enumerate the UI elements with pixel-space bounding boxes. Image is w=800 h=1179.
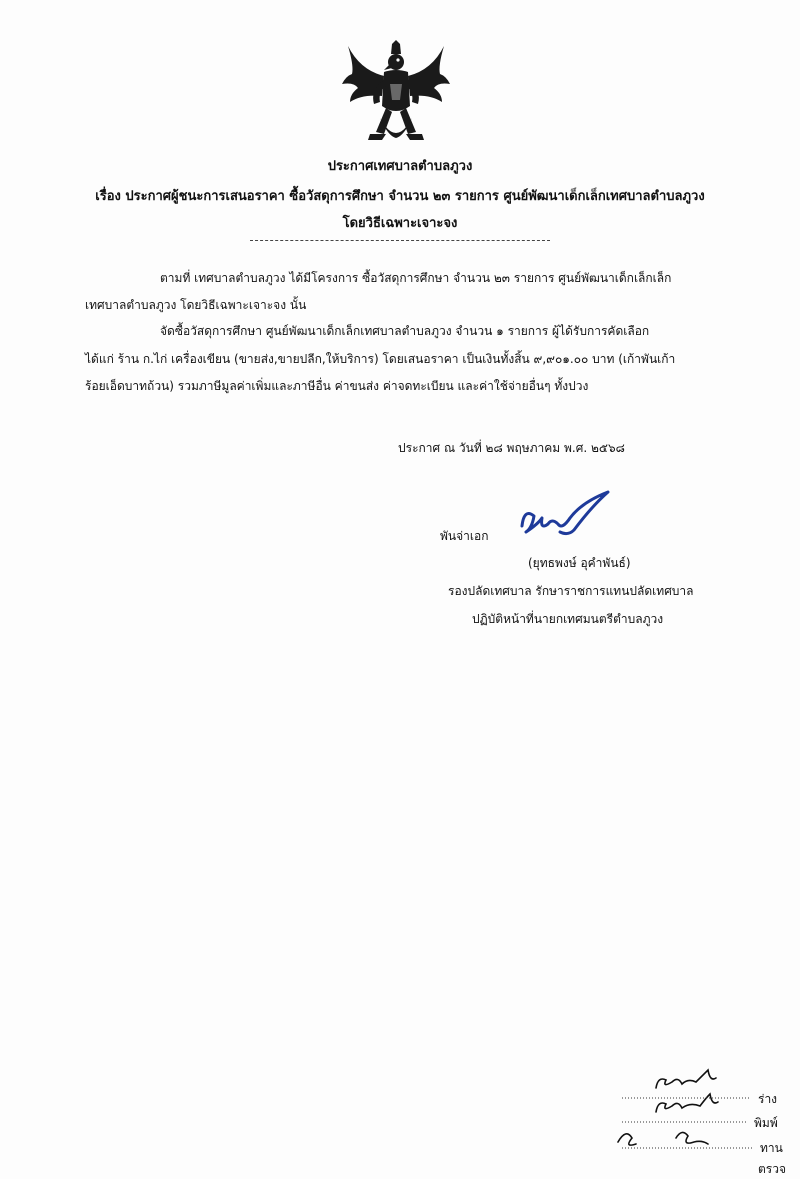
footer-review-label: ทาน: [760, 1141, 783, 1155]
footer-draft-label: ร่าง: [758, 1092, 778, 1106]
paragraph-2-line-2: ได้แก่ ร้าน ก.ไก่ เครื่องเขียน (ขายส่ง,ขายปลีก,ให้บริการ) โดยเสนอราคา เป็นเงินทั้งสิ้น ๙,๙๐๑.๐๐ บาท (เก้าพันเก้า: [85, 352, 676, 366]
paragraph-1-line-2: เทศบาลตำบลภูวง โดยวิธีเฉพาะเจาะจง นั้น: [85, 298, 307, 312]
footer-print-label: พิมพ์: [754, 1116, 778, 1130]
signer-name: (ยุทธพงษ์ อุคำพันธ์): [528, 556, 631, 570]
footer-initials-scribbles: [612, 1058, 762, 1168]
garuda-emblem: [340, 40, 452, 150]
paragraph-2-line-1: จัดซื้อวัสดุการศึกษา ศูนย์พัฒนาเด็กเล็กเทศบาลตำบลภูวง จำนวน ๑ รายการ ผู้ได้รับการคัดเลือก: [160, 324, 650, 338]
signer-position-1: รองปลัดเทศบาล รักษาราชการแทนปลัดเทศบาล: [448, 584, 694, 598]
procurement-method: โดยวิธีเฉพาะเจาะจง: [342, 216, 458, 231]
signature-scribble: [512, 488, 622, 548]
announce-date: ประกาศ ณ วันที่ ๒๘ พฤษภาคม พ.ศ. ๒๕๖๘: [398, 441, 625, 455]
section-divider: [250, 240, 550, 241]
announcement-subject: เรื่อง ประกาศผู้ชนะการเสนอราคา ซื้อวัสดุการศึกษา จำนวน ๒๓ รายการ ศูนย์พัฒนาเด็กเล็กเทศบาลตำบลภูวง: [95, 189, 705, 204]
announcement-heading: ประกาศเทศบาลตำบลภูวง: [327, 159, 473, 174]
paragraph-2-line-3: ร้อยเอ็ดบาทถ้วน) รวมภาษีมูลค่าเพิ่มและภาษีอื่น ค่าขนส่ง ค่าจดทะเบียน และค่าใช้จ่ายอื่นๆ ทั้งปวง: [85, 379, 589, 393]
paragraph-1-line-1: ตามที่ เทศบาลตำบลภูวง ได้มีโครงการ ซื้อวัสดุการศึกษา จำนวน ๒๓ รายการ ศูนย์พัฒนาเด็กเล็กเล็ก: [160, 271, 672, 285]
signer-position-2: ปฏิบัติหน้าที่นายกเทศมนตรีตำบลภูวง: [472, 612, 664, 626]
signer-rank: พันจ่าเอก: [440, 529, 489, 543]
footer-check-label: ตรวจ: [758, 1162, 787, 1176]
